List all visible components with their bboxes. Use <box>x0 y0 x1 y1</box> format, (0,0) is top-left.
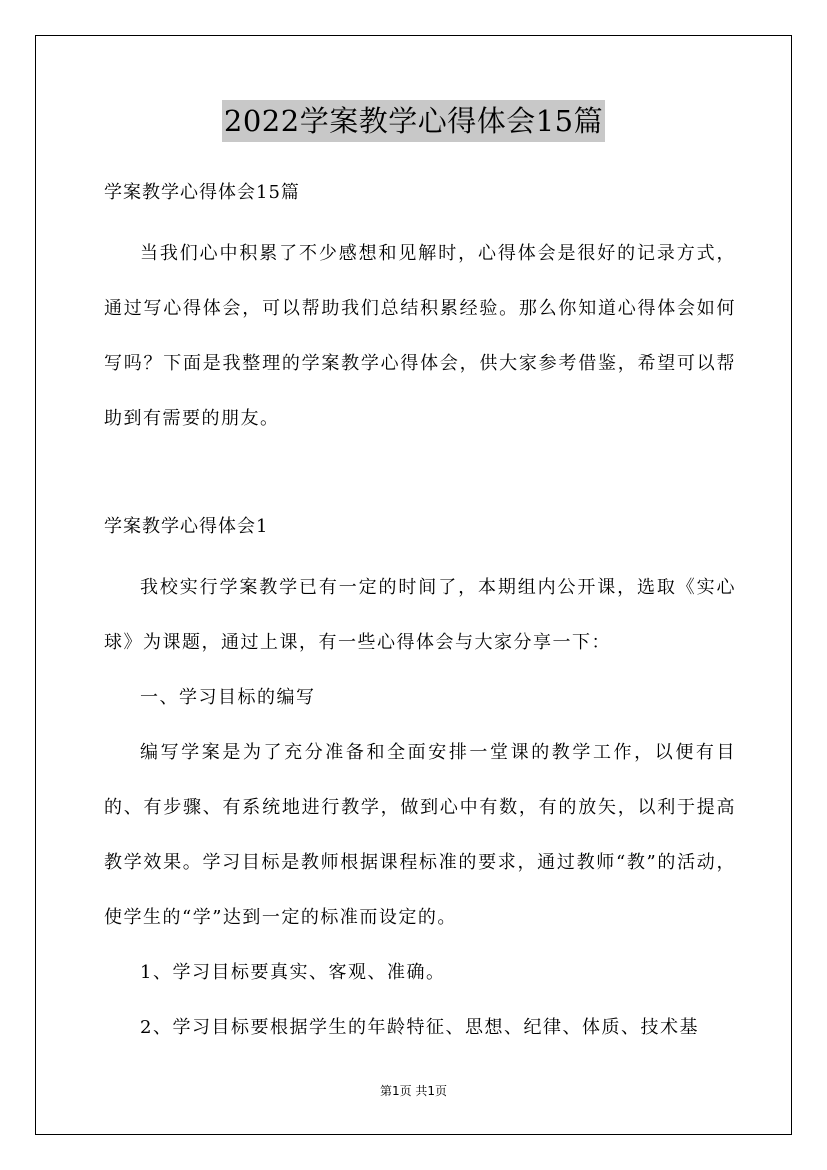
body-paragraph: 我校实行学案教学已有一定的时间了，本期组内公开课，选取《实心球》为课题，通过上课，有一些心得体会与大家分享一下： <box>104 577 736 653</box>
title-container <box>0 100 827 142</box>
page-footer <box>0 1082 827 1099</box>
list-item: 1、学习目标要真实、客观、准确。 <box>140 962 446 983</box>
document-subtitle: 学案教学心得体会15篇 <box>104 182 300 203</box>
list-item: 2、学习目标要根据学生的年龄特征、思想、纪律、体质、技术基 <box>140 1017 699 1038</box>
document-body <box>104 170 736 1055</box>
body-heading: 一、学习目标的编写 <box>140 687 316 708</box>
document-title: 2022学案教学心得体会15篇 <box>222 100 605 142</box>
intro-paragraph: 当我们心中积累了不少感想和见解时，心得体会是很好的记录方式，通过写心得体会，可以帮助我们总结积累经验。那么你知道心得体会如何写吗？下面是我整理的学案教学心得体会，供大家参考借鉴，希望可以帮助到有需要的朋友。 <box>104 243 736 429</box>
page-number: 第1页 共1页 <box>379 1084 448 1098</box>
section-heading: 学案教学心得体会1 <box>104 516 269 537</box>
body-paragraph: 编写学案是为了充分准备和全面安排一堂课的教学工作，以便有目的、有步骤、有系统地进行教学，做到心中有数，有的放矢，以利于提高教学效果。学习目标是教师根据课程标准的要求，通过教师“教”的活动，使学生的“学”达到一定的标准而设定的。 <box>104 742 736 928</box>
